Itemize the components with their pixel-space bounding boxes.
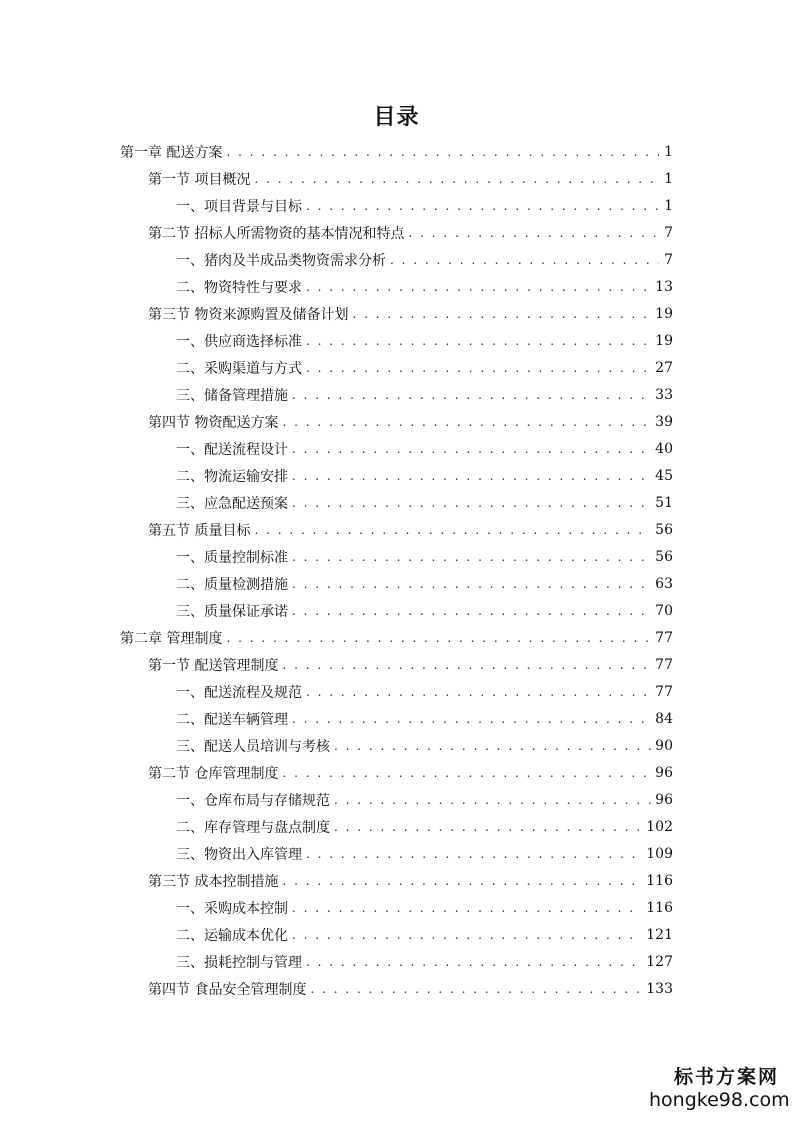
toc-entry-label: 第五节 质量目标 [148, 523, 251, 539]
toc-entry-label: 二、运输成本优化 [176, 928, 288, 944]
leader-dots [292, 571, 651, 597]
toc-entry[interactable] [176, 598, 673, 624]
toc-entry-label: 三、储备管理措施 [176, 388, 288, 404]
site-watermark [649, 1066, 790, 1112]
toc-entry-label: 三、物资出入库管理 [176, 847, 302, 863]
toc-entry[interactable] [148, 760, 673, 786]
toc-entry-label: 二、库存管理与盘点制度 [176, 820, 330, 836]
toc-entry-label: 一、质量控制标准 [176, 550, 288, 566]
page-title: 目录 [373, 104, 420, 130]
toc-entry[interactable] [176, 247, 673, 273]
toc-entry-page: 90 [655, 738, 673, 754]
toc-entry-page: 27 [655, 360, 673, 376]
leader-dots [292, 706, 651, 732]
leader-dots [282, 652, 651, 678]
leader-dots [226, 139, 659, 165]
toc-entry-label: 二、物资特性与要求 [176, 280, 302, 296]
watermark-url: hongke98.com [649, 1089, 790, 1111]
watermark-cn: 标书方案网 [673, 1066, 779, 1088]
toc-entry-label: 一、供应商选择标准 [176, 334, 302, 350]
leader-dots [282, 760, 651, 786]
leader-dots [292, 382, 651, 408]
toc-entry-page: 19 [655, 306, 673, 322]
toc-entry-label: 二、物流运输安排 [176, 469, 288, 485]
toc-entry-label: 二、采购渠道与方式 [176, 361, 302, 377]
toc-entry-label: 三、损耗控制与管理 [176, 955, 302, 971]
leader-dots [306, 949, 642, 975]
toc-entry[interactable] [120, 625, 673, 651]
leader-dots [292, 490, 651, 516]
toc-entry-page: 56 [655, 549, 673, 565]
leader-dots [334, 787, 651, 813]
toc-entry[interactable] [176, 193, 673, 219]
toc-entry-page: 13 [655, 279, 673, 295]
toc-entry-label: 二、配送车辆管理 [176, 712, 288, 728]
toc-entry[interactable] [176, 328, 673, 354]
toc-entry-label: 一、猪肉及半成品类物资需求分析 [176, 253, 386, 269]
toc-entry-page: 77 [655, 684, 673, 700]
toc-entry[interactable] [176, 274, 673, 300]
toc-entry-page: 1 [664, 171, 673, 187]
toc-entry[interactable] [176, 382, 673, 408]
toc-entry-page: 33 [655, 387, 673, 403]
toc-entry[interactable] [148, 301, 673, 327]
toc-entry-page: 56 [655, 522, 673, 538]
leader-dots [306, 274, 651, 300]
toc-entry-page: 121 [646, 927, 673, 943]
toc-entry-page: 116 [646, 900, 673, 916]
toc-entry-label: 第四节 食品安全管理制度 [148, 982, 307, 998]
toc-entry-label: 第三节 成本控制措施 [148, 874, 279, 890]
toc-entry-label: 一、配送流程设计 [176, 442, 288, 458]
toc-entry[interactable] [148, 166, 673, 192]
toc-entry-label: 第一节 配送管理制度 [148, 658, 279, 674]
leader-dots [310, 976, 642, 1002]
leader-dots [334, 814, 642, 840]
leader-dots [292, 436, 651, 462]
toc-entry-label: 一、项目背景与目标 [176, 199, 302, 215]
toc-entry[interactable] [176, 571, 673, 597]
toc-entry-label: 二、质量检测措施 [176, 577, 288, 593]
leader-dots [306, 355, 651, 381]
toc-entry-page: 1 [664, 198, 673, 214]
toc-entry-label: 三、应急配送预案 [176, 496, 288, 512]
toc-entry-page: 96 [655, 765, 673, 781]
toc-entry-page: 109 [646, 846, 673, 862]
toc-entry-label: 第二章 管理制度 [120, 631, 223, 647]
leader-dots [408, 220, 659, 246]
toc-entry[interactable] [148, 652, 673, 678]
toc-entry[interactable] [176, 814, 673, 840]
toc-entry-page: 84 [655, 711, 673, 727]
toc-entry-page: 51 [655, 495, 673, 511]
toc-entry[interactable] [176, 490, 673, 516]
toc-entry[interactable] [176, 733, 673, 759]
leader-dots [292, 544, 651, 570]
toc-entry[interactable] [176, 355, 673, 381]
toc-entry-label: 第二节 招标人所需物资的基本情况和特点 [148, 226, 405, 242]
toc-entry[interactable] [148, 409, 673, 435]
toc-entry[interactable] [176, 787, 673, 813]
leader-dots [292, 922, 642, 948]
toc-entry-page: 70 [655, 603, 673, 619]
toc-entry-page: 116 [646, 873, 673, 889]
toc-entry-label: 一、仓库布局与存储规范 [176, 793, 330, 809]
toc-entry-page: 7 [664, 252, 673, 268]
toc-entry[interactable] [176, 895, 673, 921]
toc-entry-label: 第一节 项目概况 [148, 172, 251, 188]
toc-entry-label: 第四节 物资配送方案 [148, 415, 279, 431]
toc-entry-label: 三、质量保证承诺 [176, 604, 288, 620]
toc-entry[interactable] [176, 922, 673, 948]
toc-entry[interactable] [176, 679, 673, 705]
toc-entry[interactable] [148, 517, 673, 543]
toc-entry-page: 77 [655, 630, 673, 646]
toc-entry[interactable] [148, 976, 673, 1002]
leader-dots [390, 247, 659, 273]
leader-dots [282, 868, 642, 894]
leader-dots [226, 625, 651, 651]
toc-entry-label: 三、配送人员培训与考核 [176, 739, 330, 755]
toc-entry-page: 40 [655, 441, 673, 457]
toc-entry-label: 一、配送流程及规范 [176, 685, 302, 701]
leader-dots [254, 166, 659, 192]
toc-entry-label: 一、采购成本控制 [176, 901, 288, 917]
toc-entry[interactable] [176, 463, 673, 489]
toc-entry[interactable] [176, 841, 673, 867]
leader-dots [254, 517, 651, 543]
leader-dots [306, 328, 651, 354]
toc-entry-page: 63 [655, 576, 673, 592]
leader-dots [282, 409, 651, 435]
leader-dots [352, 301, 651, 327]
toc-entry-page: 39 [655, 414, 673, 430]
toc-entry-page: 7 [664, 225, 673, 241]
toc-entry-page: 133 [646, 981, 673, 997]
toc-entry-label: 第一章 配送方案 [120, 145, 223, 161]
toc-entry-page: 102 [646, 819, 673, 835]
toc-entry[interactable] [120, 139, 673, 165]
toc-entry[interactable] [176, 436, 673, 462]
toc-entry[interactable] [176, 706, 673, 732]
toc-entry-page: 96 [655, 792, 673, 808]
toc-entry-page: 1 [664, 144, 673, 160]
toc-entry-page: 77 [655, 657, 673, 673]
leader-dots [334, 733, 651, 759]
leader-dots [292, 598, 651, 624]
leader-dots [306, 841, 642, 867]
toc-entry-label: 第二节 仓库管理制度 [148, 766, 279, 782]
toc-entry[interactable] [148, 220, 673, 246]
toc-entry[interactable] [148, 868, 673, 894]
toc-entry-page: 19 [655, 333, 673, 349]
toc-entry[interactable] [176, 949, 673, 975]
toc-entry-page: 127 [646, 954, 673, 970]
leader-dots [306, 679, 651, 705]
toc-entry-page: 45 [655, 468, 673, 484]
toc-entry[interactable] [176, 544, 673, 570]
leader-dots [292, 463, 651, 489]
leader-dots [292, 895, 642, 921]
toc-entry-label: 第三节 物资来源购置及储备计划 [148, 307, 349, 323]
leader-dots [306, 193, 659, 219]
